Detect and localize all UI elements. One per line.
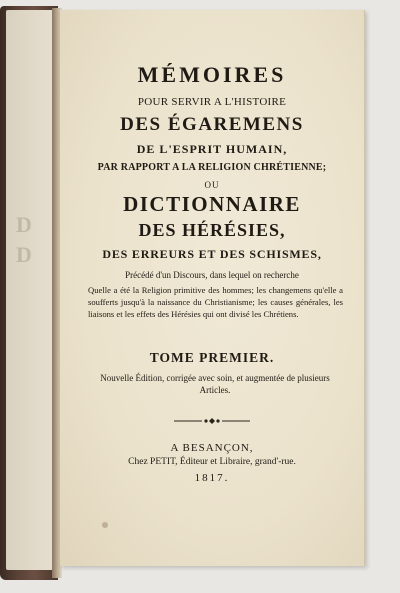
imprint-place: A BESANÇON, <box>170 442 254 454</box>
foxing-spot <box>102 522 108 528</box>
description-paragraph: Quelle a été la Religion primitive des hommes; les changemens qu'elle a soufferts jusqu'à la naissance du Christianisme; les causes générales, les liaisons et les effets des Hérésies qui ont divisé les Chrétiens. <box>88 285 343 319</box>
edition-note: Nouvelle Édition, corrigée avec soin, et augmentée de plusieurs Articles. <box>100 373 330 395</box>
subtitle-line-1: POUR SERVIR A L'HISTOIRE <box>137 96 287 108</box>
volume-label: TOME PREMIER. <box>149 350 275 365</box>
subtitle-line-3: PAR RAPPORT A LA RELIGION CHRÉTIENNE; <box>97 162 327 173</box>
ornament-rule-icon <box>172 416 252 426</box>
conjunction-ou: OU <box>204 180 220 190</box>
imprint-year: 1817. <box>194 472 230 484</box>
title-line-3: DICTIONNAIRE <box>123 192 301 216</box>
bleed-through-letters: D D <box>16 212 32 267</box>
preceded-line: Précédé d'un Discours, dans lequel on recherche <box>125 270 299 280</box>
subtitle-line-2: DE L'ESPRIT HUMAIN, <box>136 142 288 156</box>
title-page <box>60 10 365 566</box>
facing-page <box>6 10 54 570</box>
imprint-publisher: Chez PETIT, Éditeur et Libraire, grand'-rue. <box>128 457 296 467</box>
title-line-4: DES HÉRÉSIES, <box>138 220 286 240</box>
main-title: MÉMOIRES <box>137 62 287 87</box>
subtitle-line-4: DES ERREURS ET DES SCHISMES, <box>102 247 322 261</box>
title-line-2: DES ÉGAREMENS <box>120 114 304 135</box>
